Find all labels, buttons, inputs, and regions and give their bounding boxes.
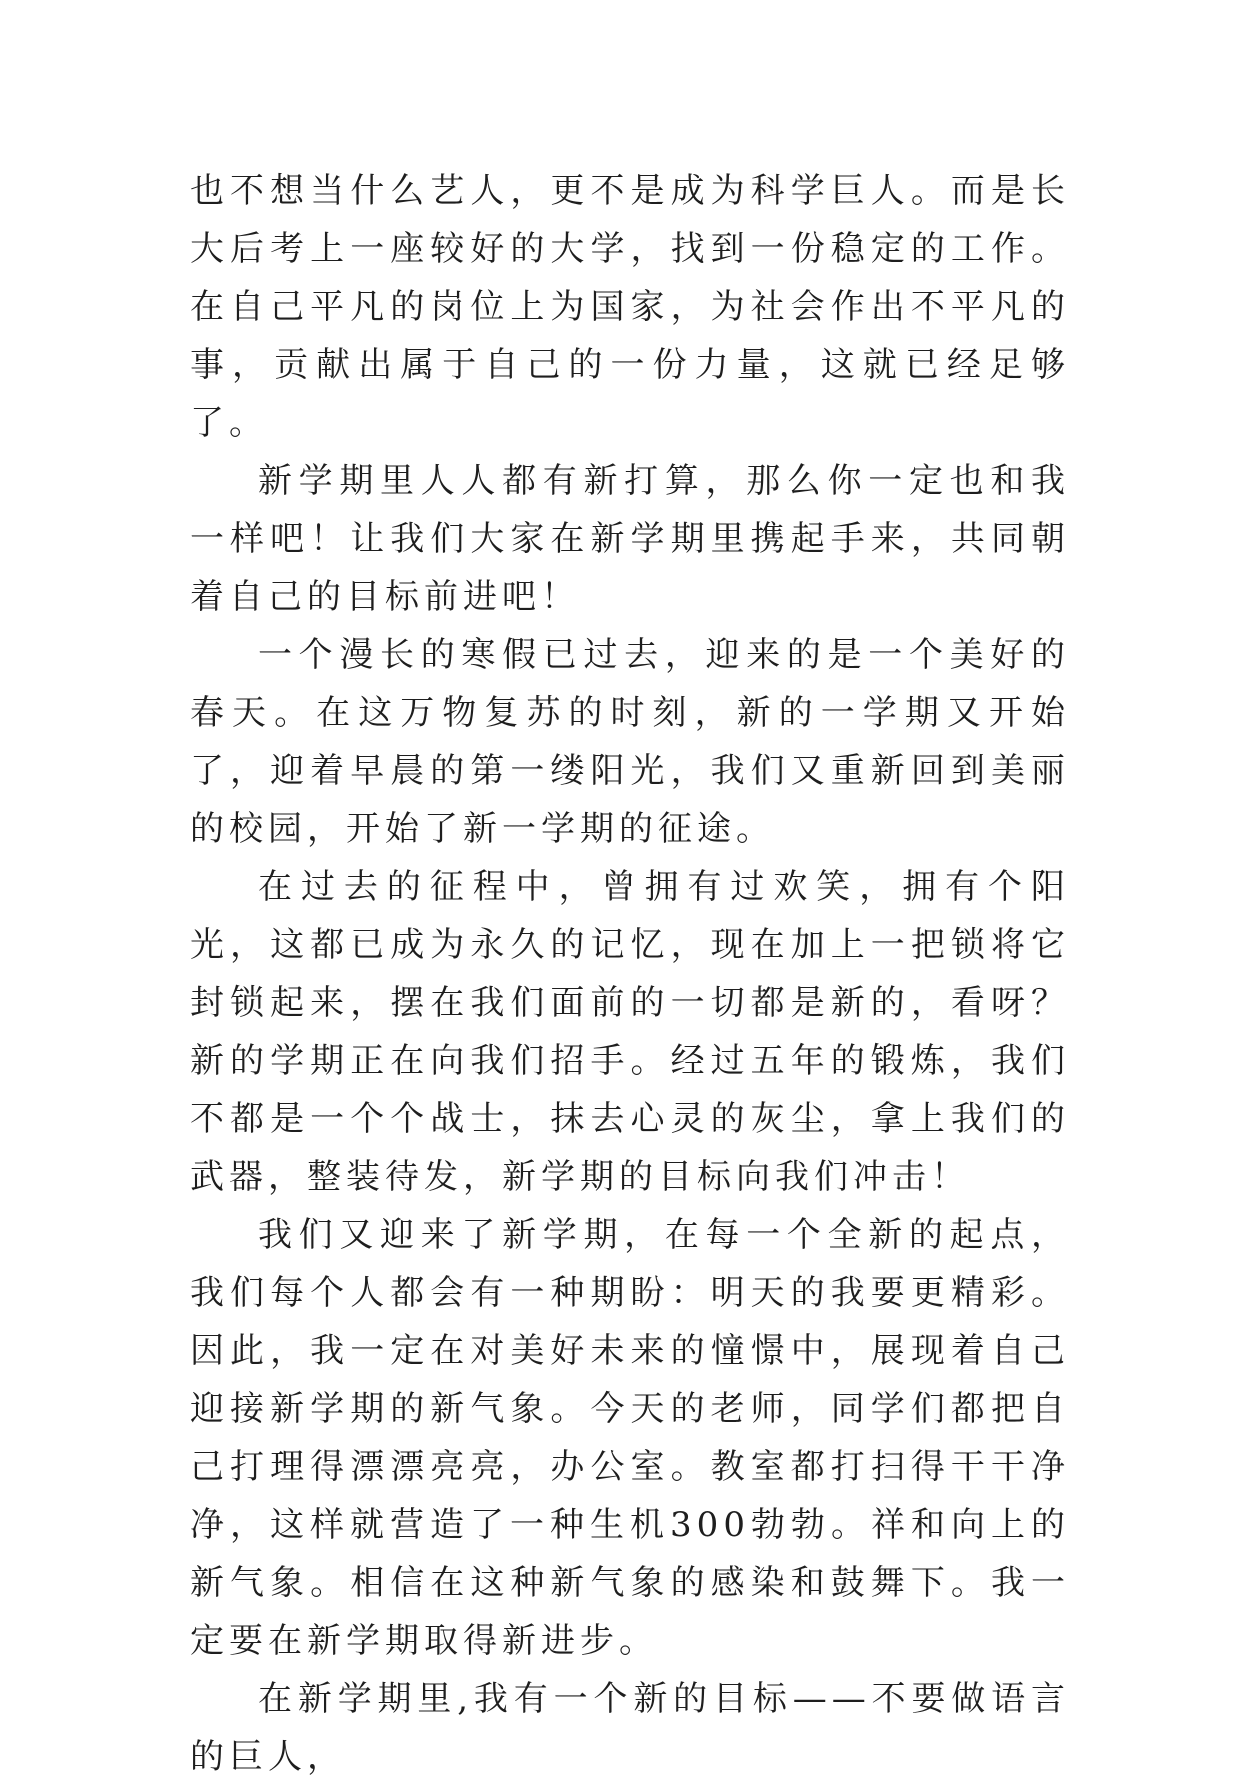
paragraph-2: 新学期里人人都有新打算，那么你一定也和我一样吧！让我们大家在新学期里携起手来，共同朝着自己的目标前进吧！ bbox=[190, 461, 1070, 617]
paragraph-6: 在新学期里,我有一个新的目标——不要做语言的巨人， bbox=[190, 1679, 1070, 1777]
paragraph-4: 在过去的征程中，曾拥有过欢笑，拥有个阳光，这都已成为永久的记忆，现在加上一把锁将它封锁起来，摆在我们面前的一切都是新的，看呀？新的学期正在向我们招手。经过五年的锻炼，我们不都是一个个战士，抹去心灵的灰尘，拿上我们的武器，整装待发，新学期的目标向我们冲击！ bbox=[190, 867, 1070, 1197]
paragraph-3: 一个漫长的寒假已过去，迎来的是一个美好的春天。在这万物复苏的时刻，新的一学期又开始了，迎着早晨的第一缕阳光，我们又重新回到美丽的校园，开始了新一学期的征途。 bbox=[190, 635, 1070, 849]
document-body bbox=[190, 162, 1070, 1786]
paragraph-5: 我们又迎来了新学期，在每一个全新的起点，我们每个人都会有一种期盼：明天的我要更精彩。因此，我一定在对美好未来的憧憬中，展现着自己迎接新学期的新气象。今天的老师，同学们都把自己打理得漂漂亮亮，办公室。教室都打扫得干干净净，这样就营造了一种生机300勃勃。祥和向上的新气象。相信在这种新气象的感染和鼓舞下。我一定要在新学期取得新进步。 bbox=[190, 1215, 1070, 1661]
paragraph-1: 也不想当什么艺人，更不是成为科学巨人。而是长大后考上一座较好的大学，找到一份稳定的工作。在自己平凡的岗位上为国家，为社会作出不平凡的事，贡献出属于自己的一份力量，这就已经足够了。 bbox=[190, 171, 1070, 443]
